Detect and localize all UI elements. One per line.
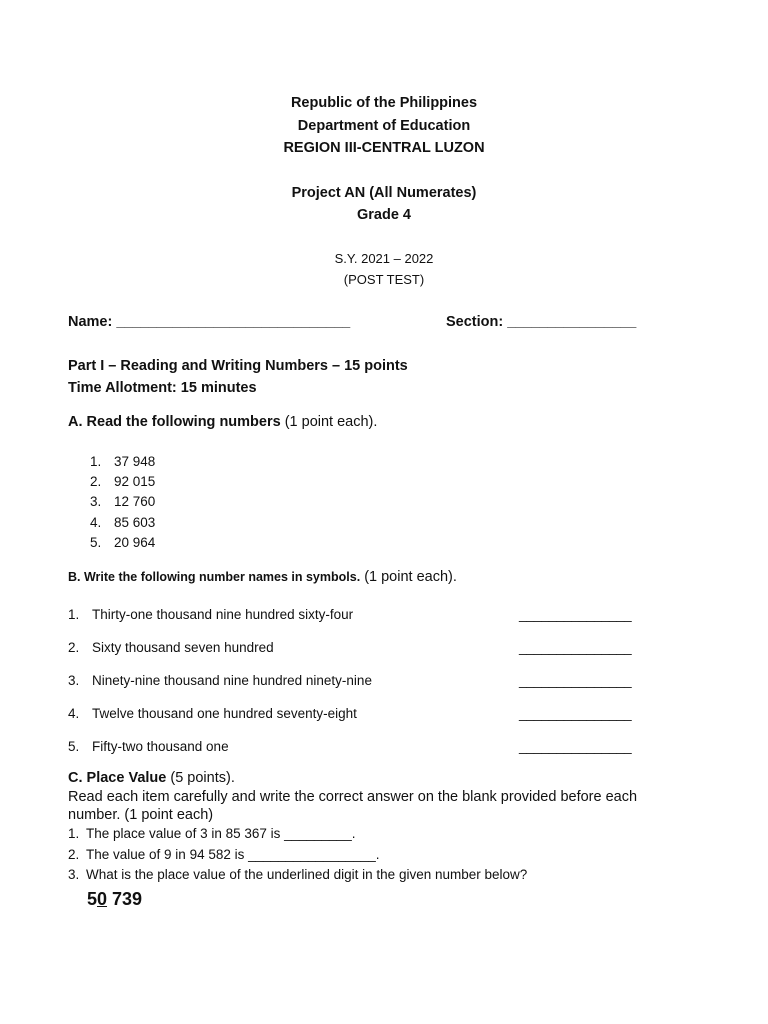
list-item: 5. Fifty-two thousand one (68, 739, 229, 754)
list-item: 3. Ninety-nine thousand nine hundred ninety-nine (68, 673, 372, 688)
header-department: Department of Education (297, 118, 471, 134)
list-item: 1. The place value of 3 in 85 367 is _________. (68, 826, 356, 841)
section-b-heading (68, 568, 457, 586)
list-item: 4. Twelve thousand one hundred seventy-eight (68, 706, 357, 721)
section-c-heading (68, 770, 235, 786)
section-blank[interactable]: ________________ (507, 314, 637, 330)
header-region: REGION III-CENTRAL LUZON (283, 140, 485, 156)
section-c-points: (5 points). (166, 770, 235, 786)
given-number: 50 739 (87, 889, 143, 909)
answer-blank[interactable]: _______________ (519, 607, 632, 622)
section-a-points: (1 point each). (280, 414, 378, 430)
section-field[interactable] (446, 314, 636, 330)
name-label: Name: (68, 314, 113, 330)
list-item: 3. What is the place value of the underlined digit in the given number below? (68, 867, 528, 882)
section-c-instruction-line1: Read each item carefully and write the correct answer on the blank provided before each (68, 789, 638, 805)
answer-blank[interactable]: _______________ (519, 640, 632, 655)
header-school-year: S.Y. 2021 – 2022 (334, 251, 434, 266)
header-republic: Republic of the Philippines (290, 95, 478, 111)
section-b-points: (1 point each). (360, 569, 457, 585)
section-b-title: B. Write the following number names in symbols. (68, 570, 361, 584)
header-project: Project AN (All Numerates) (291, 185, 477, 201)
answer-blank[interactable]: _______________ (519, 706, 632, 721)
list-item: 1. 37 948 (90, 454, 156, 469)
section-c-instruction-line2: number. (1 point each) (68, 807, 214, 823)
list-item: 1. Thirty-one thousand nine hundred sixty-four (68, 607, 354, 622)
section-a-heading (68, 414, 377, 430)
list-item: 3. 12 760 (90, 494, 156, 509)
section-c-title: C. Place Value (68, 770, 167, 786)
part1-time: Time Allotment: 15 minutes (68, 380, 257, 396)
answer-blank[interactable]: _______________ (519, 739, 632, 754)
name-field[interactable] (68, 314, 350, 330)
list-item: 2. The value of 9 in 94 582 is _________________. (68, 847, 380, 862)
header-test-type: (POST TEST) (343, 272, 425, 287)
section-a-title: A. Read the following numbers (68, 414, 281, 430)
list-item: 4. 85 603 (90, 515, 156, 530)
underlined-digit: 0 (97, 889, 108, 909)
section-label: Section: (446, 314, 504, 330)
header-grade: Grade 4 (357, 207, 411, 223)
list-item: 2. Sixty thousand seven hundred (68, 640, 274, 655)
name-blank[interactable]: _____________________________ (116, 314, 351, 330)
list-item: 5. 20 964 (90, 535, 156, 550)
part1-title: Part I – Reading and Writing Numbers – 15 points (68, 358, 408, 374)
list-item: 2. 92 015 (90, 474, 156, 489)
answer-blank[interactable]: _______________ (519, 673, 632, 688)
